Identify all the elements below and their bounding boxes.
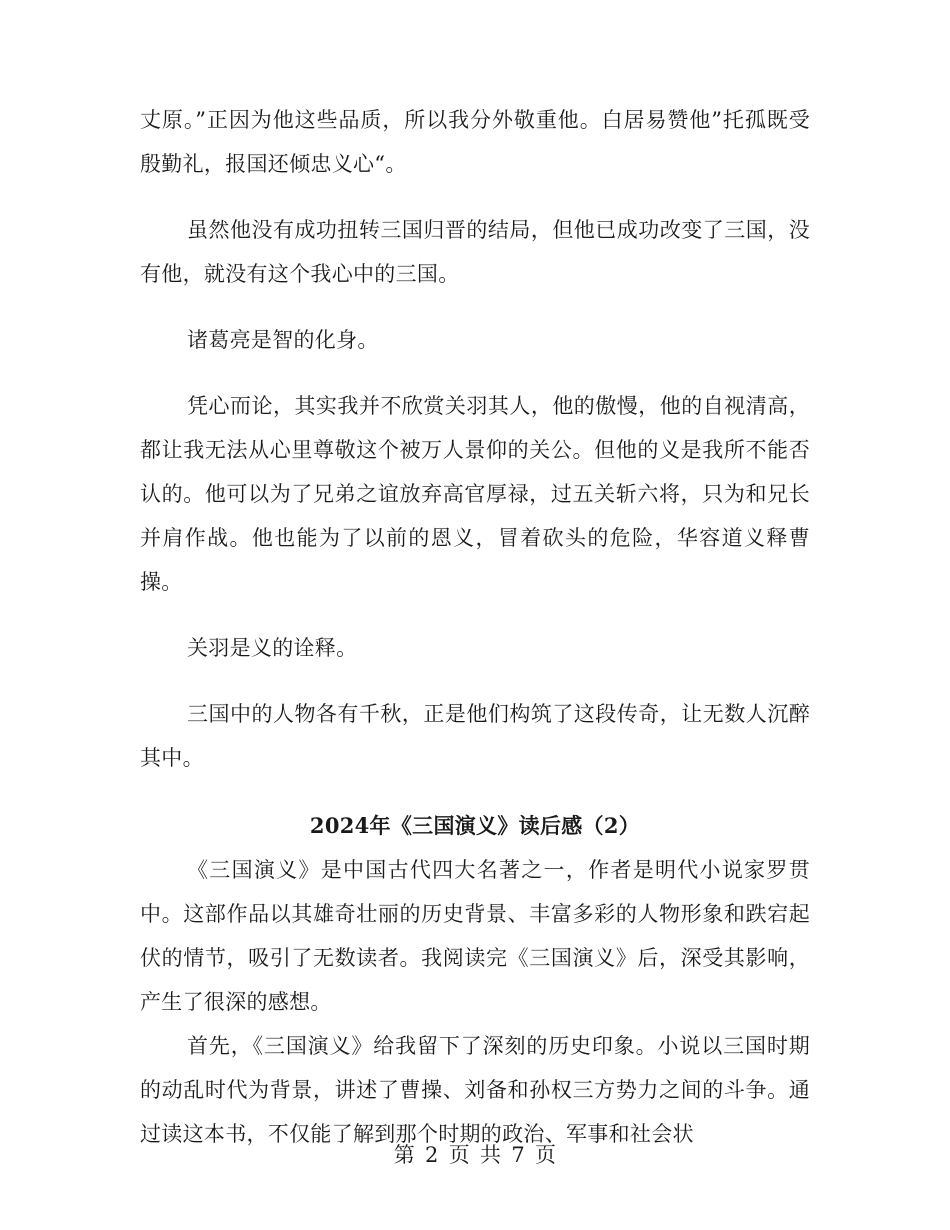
section-heading: 2024年《三国演义》读后感（2） (309, 813, 641, 838)
page-label-mid2: 共 (480, 1143, 502, 1167)
paragraph: 诸葛亮是智的化身。 (187, 328, 379, 352)
page-footer (0, 1138, 950, 1172)
page-label-prefix: 第 (393, 1143, 416, 1167)
total-pages-number: 7 (511, 1143, 525, 1167)
paragraph: 凭心而论，其实我并不欣赏关羽其人，他的傲慢，他的自视清高，都让我无法从心里尊敬这个被万人景仰的关公。但他的义是我所不能否认的。他可以为了兄弟之谊放弃高官厚禄，过五关斩六将，只为和兄长并肩作战。他也能为了以前的恩义，冒着砍头的危险，华容道义释曹操。 (140, 394, 810, 594)
current-page-number: 2 (425, 1143, 439, 1167)
page-label-suffix: 页 (534, 1143, 557, 1167)
paragraph: 《三国演义》是中国古代四大名著之一，作者是明代小说家罗贯中。这部作品以其雄奇壮丽的历史背景、丰富多彩的人物形象和跌宕起伏的情节，吸引了无数读者。我阅读完《三国演义》后，深受其影响，产生了很深的感想。 (140, 858, 810, 1014)
page-label-mid1: 页 (448, 1143, 470, 1167)
paragraph-continuation: 丈原。”正因为他这些品质，所以我分外敬重他。白居易赞他”托孤既受殷勤礼，报国还倾忠义心“。 (140, 108, 810, 176)
paragraph: 关羽是义的诠释。 (187, 636, 358, 660)
paragraph: 虽然他没有成功扭转三国归晋的结局，但他已成功改变了三国，没有他，就没有这个我心中的三国。 (140, 218, 810, 286)
paragraph: 三国中的人物各有千秋，正是他们构筑了这段传奇，让无数人沉醉其中。 (140, 702, 810, 770)
paragraph: 首先，《三国演义》给我留下了深刻的历史印象。小说以三国时期的动乱时代为背景，讲述了曹操、刘备和孙权三方势力之间的斗争。通过读这本书，不仅能了解到那个时期的政治、军事和社会状 (140, 1034, 810, 1146)
page-content (140, 98, 810, 1156)
